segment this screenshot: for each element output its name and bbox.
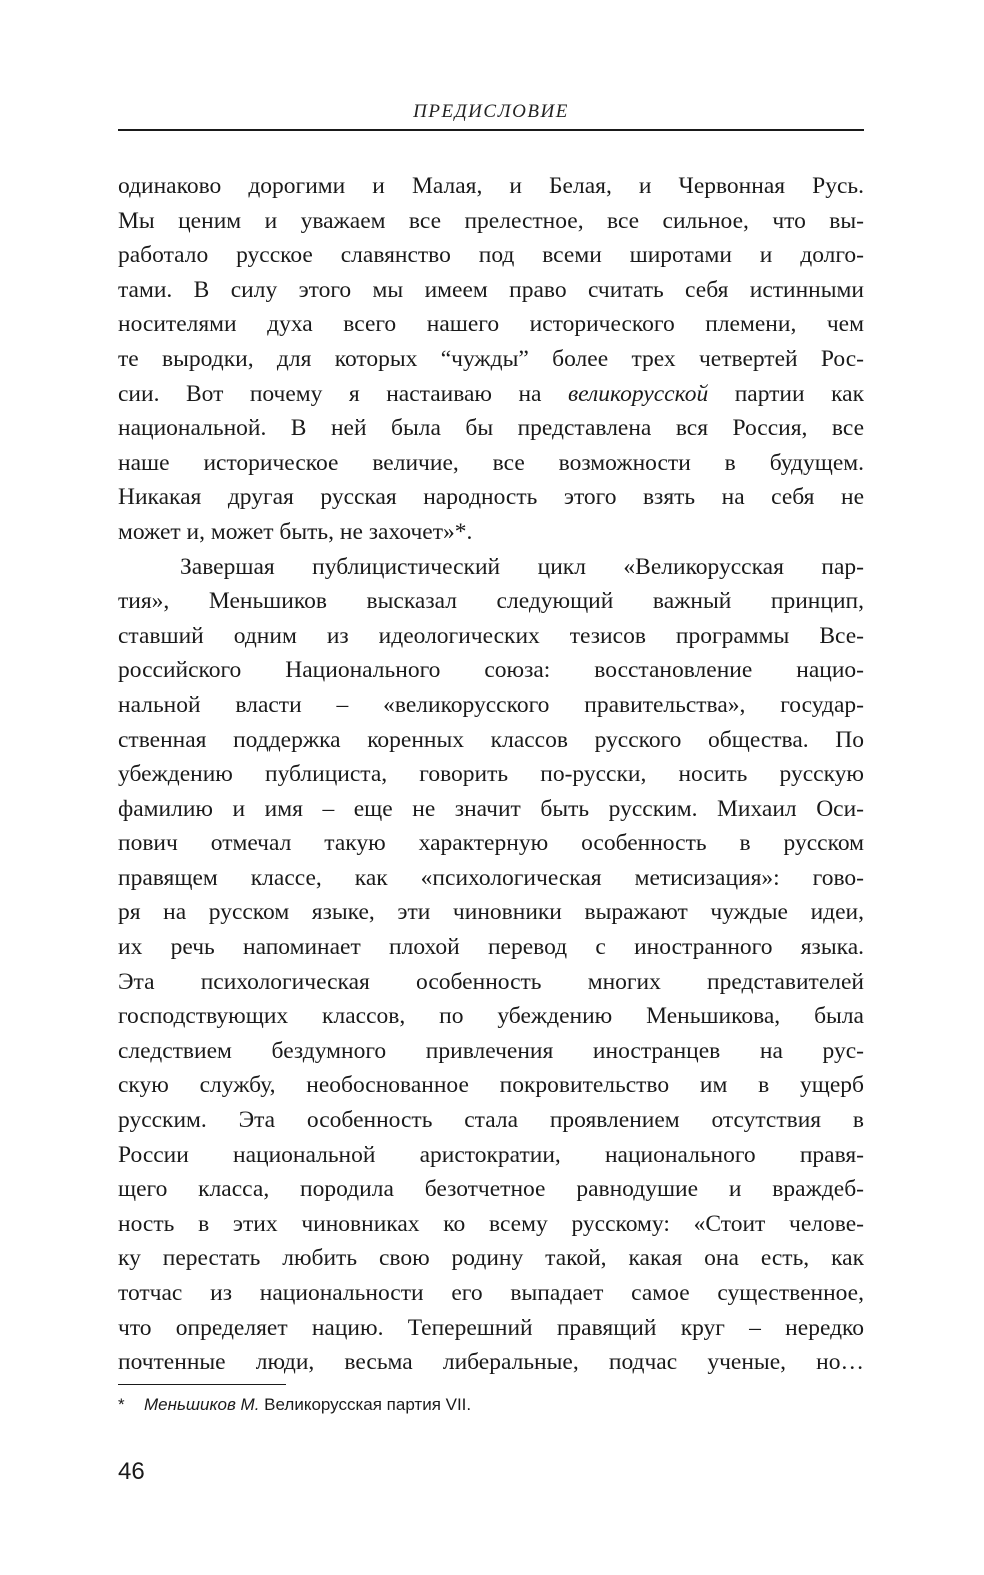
- text-line: России национальной аристократии, национального правя-: [118, 1141, 864, 1168]
- text-line: работало русское славянство под всеми широтами и долго-: [118, 242, 864, 269]
- footnote: [118, 1392, 864, 1418]
- text-line: Мы ценим и уважаем все прелестное, все сильное, что вы-: [118, 207, 864, 234]
- text-line-with-emphasis: [118, 377, 864, 412]
- text-fragment: сии. Вот почему я настаиваю на: [118, 380, 568, 407]
- header-rule: [118, 129, 864, 131]
- text-line: господствующих классов, по убеждению Меньшикова, была: [118, 1003, 864, 1030]
- text-line: фамилию и имя – еще не значит быть русским. Михаил Оси-: [118, 795, 864, 822]
- text-line: почтенные люди, весьма либеральные, подчас ученые, но…: [118, 1349, 864, 1376]
- text-line: их речь напоминает плохой перевод с иностранного языка.: [118, 934, 864, 961]
- footnote-author: Меньшиков М.: [144, 1395, 260, 1414]
- text-line: наше историческое величие, все возможности в будущем.: [118, 449, 864, 476]
- text-line: ку перестать любить свою родину такой, какая она есть, как: [118, 1245, 864, 1272]
- text-line: что определяет нацию. Теперешний правящий круг – нередко: [118, 1314, 864, 1341]
- text-line: ственная поддержка коренных классов русского общества. По: [118, 726, 864, 753]
- footnote-text: Великорусская партия VII.: [259, 1395, 472, 1414]
- text-line: Никакая другая русская народность этого взять на себя не: [118, 484, 864, 511]
- text-line: Эта психологическая особенность многих представителей: [118, 968, 864, 995]
- text-line: скую службу, необоснованное покровительство им в ущерб: [118, 1072, 864, 1099]
- text-line-paragraph-end: может и, может быть, не захочет»*.: [118, 518, 473, 545]
- text-line: российского Национального союза: восстановление нацио-: [118, 657, 864, 684]
- text-line: те выродки, для которых “чужды” более трех четвертей Рос-: [118, 345, 864, 372]
- text-line: правящем классе, как «психологическая метисизация»: гово-: [118, 864, 864, 891]
- text-line: русским. Эта особенность стала проявлением отсутствия в: [118, 1107, 864, 1134]
- text-line: следствием бездумного привлечения иностранцев на рус-: [118, 1037, 864, 1064]
- text-line: тами. В силу этого мы имеем право считать себя истинными: [118, 276, 864, 303]
- text-line: носителями духа всего нашего исторического племени, чем: [118, 311, 864, 338]
- text-line: пович отмечал такую характерную особенность в русском: [118, 830, 864, 857]
- text-line: убеждению публициста, говорить по-русски, носить русскую: [118, 761, 864, 788]
- text-line: тотчас из национальности его выпадает самое существенное,: [118, 1280, 864, 1306]
- footnote-rule: [118, 1384, 286, 1385]
- text-line: национальной. В ней была бы представлена вся Россия, все: [118, 415, 864, 442]
- text-line-paragraph-start: Завершая публицистический цикл «Великорусская пар-: [180, 553, 864, 580]
- text-line: тия», Меньшиков высказал следующий важный принцип,: [118, 588, 864, 615]
- text-line: щего класса, породила безотчетное равнодушие и враждеб-: [118, 1176, 864, 1203]
- text-line: одинаково дорогими и Малая, и Белая, и Червонная Русь.: [118, 173, 864, 199]
- text-line: ставший одним из идеологических тезисов программы Все-: [118, 622, 864, 649]
- footnote-marker: *: [118, 1395, 125, 1414]
- body-text: [118, 169, 864, 1380]
- page-number: 46: [118, 1458, 145, 1485]
- text-line: ря на русском языке, эти чиновники выражают чуждые идеи,: [118, 899, 864, 926]
- text-fragment: партии как: [708, 380, 864, 407]
- emphasized-word: великорусской: [567, 380, 709, 407]
- text-line: нальной власти – «великорусского правительства», государ-: [118, 691, 864, 718]
- running-head-title: ПРЕДИСЛОВИЕ: [413, 101, 569, 122]
- text-line: ность в этих чиновниках ко всему русскому: «Стоит челове-: [118, 1210, 864, 1237]
